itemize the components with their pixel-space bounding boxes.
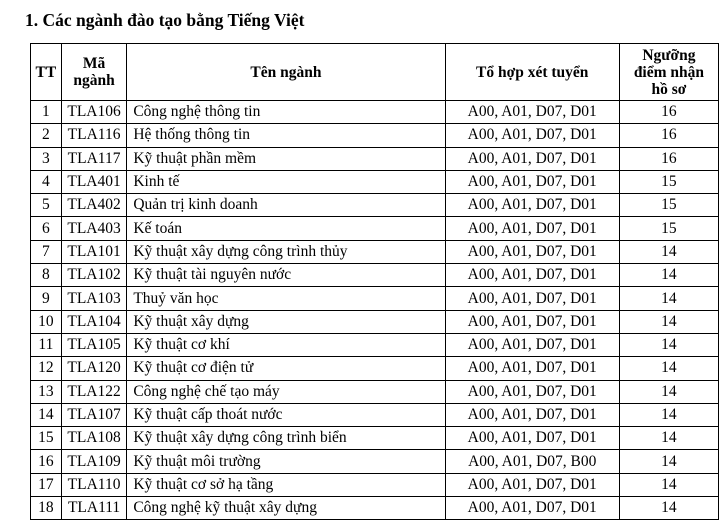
table-row — [31, 497, 719, 520]
cell-name: Kỹ thuật cơ sở hạ tầng — [127, 473, 445, 496]
cell-name: Kỹ thuật cơ khí — [127, 333, 445, 356]
cell-combo: A00, A01, D07, D01 — [445, 403, 619, 426]
cell-combo: A00, A01, D07, D01 — [445, 170, 619, 193]
cell-score: 15 — [619, 194, 718, 217]
cell-score: 14 — [619, 310, 718, 333]
cell-score: 14 — [619, 473, 718, 496]
cell-score: 16 — [619, 147, 718, 170]
table-row — [31, 427, 719, 450]
cell-combo: A00, A01, D07, D01 — [445, 357, 619, 380]
cell-combo: A00, A01, D07, D01 — [445, 333, 619, 356]
table-row — [31, 450, 719, 473]
cell-code: TLA105 — [61, 333, 127, 356]
cell-name: Công nghệ thông tin — [127, 101, 445, 124]
cell-tt: 18 — [31, 497, 62, 520]
table-row — [31, 217, 719, 240]
header-name: Tên ngành — [127, 44, 445, 101]
cell-score: 14 — [619, 357, 718, 380]
cell-tt: 10 — [31, 310, 62, 333]
table-row — [31, 403, 719, 426]
cell-tt: 16 — [31, 450, 62, 473]
cell-name: Kỹ thuật xây dựng — [127, 310, 445, 333]
cell-code: TLA120 — [61, 357, 127, 380]
cell-score: 14 — [619, 403, 718, 426]
cell-score: 14 — [619, 287, 718, 310]
cell-code: TLA110 — [61, 473, 127, 496]
cell-score: 14 — [619, 450, 718, 473]
cell-code: TLA402 — [61, 194, 127, 217]
header-tt: TT — [31, 44, 62, 101]
cell-code: TLA122 — [61, 380, 127, 403]
cell-combo: A00, A01, D07, D01 — [445, 147, 619, 170]
cell-tt: 14 — [31, 403, 62, 426]
cell-score: 14 — [619, 333, 718, 356]
cell-tt: 13 — [31, 380, 62, 403]
cell-code: TLA106 — [61, 101, 127, 124]
cell-score: 14 — [619, 427, 718, 450]
cell-code: TLA403 — [61, 217, 127, 240]
cell-name: Kỹ thuật xây dựng công trình biển — [127, 427, 445, 450]
cell-name: Kinh tế — [127, 170, 445, 193]
header-code — [61, 44, 127, 101]
cell-combo: A00, A01, D07, D01 — [445, 473, 619, 496]
cell-code: TLA107 — [61, 403, 127, 426]
cell-name: Thuỷ văn học — [127, 287, 445, 310]
cell-code: TLA117 — [61, 147, 127, 170]
cell-code: TLA401 — [61, 170, 127, 193]
cell-tt: 4 — [31, 170, 62, 193]
cell-name: Kỹ thuật cấp thoát nước — [127, 403, 445, 426]
header-combo: Tổ hợp xét tuyển — [445, 44, 619, 101]
cell-name: Kỹ thuật phần mềm — [127, 147, 445, 170]
cell-score: 15 — [619, 170, 718, 193]
cell-code: TLA101 — [61, 240, 127, 263]
cell-tt: 5 — [31, 194, 62, 217]
cell-tt: 8 — [31, 264, 62, 287]
section-heading: 1. Các ngành đào tạo bằng Tiếng Việt — [25, 10, 305, 30]
table-row — [31, 473, 719, 496]
cell-tt: 3 — [31, 147, 62, 170]
cell-score: 14 — [619, 264, 718, 287]
table-body — [31, 101, 719, 520]
cell-score: 16 — [619, 101, 718, 124]
cell-code: TLA108 — [61, 427, 127, 450]
cell-tt: 6 — [31, 217, 62, 240]
cell-code: TLA104 — [61, 310, 127, 333]
cell-name: Kỹ thuật tài nguyên nước — [127, 264, 445, 287]
cell-score: 16 — [619, 124, 718, 147]
header-code-line1: Mã — [82, 55, 106, 72]
cell-name: Kỹ thuật xây dựng công trình thủy — [127, 240, 445, 263]
cell-combo: A00, A01, D07, D01 — [445, 497, 619, 520]
cell-name: Công nghệ kỹ thuật xây dựng — [127, 497, 445, 520]
cell-combo: A00, A01, D07, D01 — [445, 240, 619, 263]
cell-combo: A00, A01, D07, D01 — [445, 287, 619, 310]
header-row — [31, 44, 719, 101]
cell-code: TLA116 — [61, 124, 127, 147]
cell-name: Quản trị kinh doanh — [127, 194, 445, 217]
cell-combo: A00, A01, D07, D01 — [445, 427, 619, 450]
table-row — [31, 333, 719, 356]
cell-name: Công nghệ chế tạo máy — [127, 380, 445, 403]
table-row — [31, 310, 719, 333]
header-score-line1: Ngưỡng — [642, 46, 696, 64]
cell-tt: 15 — [31, 427, 62, 450]
table-row — [31, 357, 719, 380]
header-score-line2: điểm nhận — [633, 63, 705, 81]
cell-score: 15 — [619, 217, 718, 240]
cell-score: 14 — [619, 497, 718, 520]
table-row — [31, 124, 719, 147]
table-row — [31, 170, 719, 193]
header-score — [619, 44, 718, 101]
cell-combo: A00, A01, D07, D01 — [445, 101, 619, 124]
cell-tt: 17 — [31, 473, 62, 496]
cell-combo: A00, A01, D07, B00 — [445, 450, 619, 473]
header-score-line3: hồ sơ — [651, 80, 687, 98]
cell-combo: A00, A01, D07, D01 — [445, 310, 619, 333]
cell-code: TLA103 — [61, 287, 127, 310]
cell-code: TLA109 — [61, 450, 127, 473]
cell-combo: A00, A01, D07, D01 — [445, 264, 619, 287]
table-row — [31, 101, 719, 124]
cell-tt: 11 — [31, 333, 62, 356]
cell-name: Kỹ thuật môi trường — [127, 450, 445, 473]
cell-name: Kế toán — [127, 217, 445, 240]
cell-combo: A00, A01, D07, D01 — [445, 217, 619, 240]
table-header — [31, 44, 719, 101]
cell-tt: 1 — [31, 101, 62, 124]
table-row — [31, 194, 719, 217]
cell-combo: A00, A01, D07, D01 — [445, 194, 619, 217]
table-row — [31, 380, 719, 403]
cell-tt: 9 — [31, 287, 62, 310]
cell-tt: 12 — [31, 357, 62, 380]
header-code-line2: ngành — [73, 72, 115, 89]
cell-name: Kỹ thuật cơ điện tử — [127, 357, 445, 380]
cell-tt: 7 — [31, 240, 62, 263]
cell-code: TLA102 — [61, 264, 127, 287]
table-row — [31, 264, 719, 287]
cell-code: TLA111 — [61, 497, 127, 520]
cell-score: 14 — [619, 240, 718, 263]
cell-tt: 2 — [31, 124, 62, 147]
table-row — [31, 240, 719, 263]
table-row — [31, 147, 719, 170]
cell-name: Hệ thống thông tin — [127, 124, 445, 147]
cell-combo: A00, A01, D07, D01 — [445, 380, 619, 403]
majors-table — [30, 43, 719, 520]
cell-combo: A00, A01, D07, D01 — [445, 124, 619, 147]
cell-score: 14 — [619, 380, 718, 403]
table-row — [31, 287, 719, 310]
